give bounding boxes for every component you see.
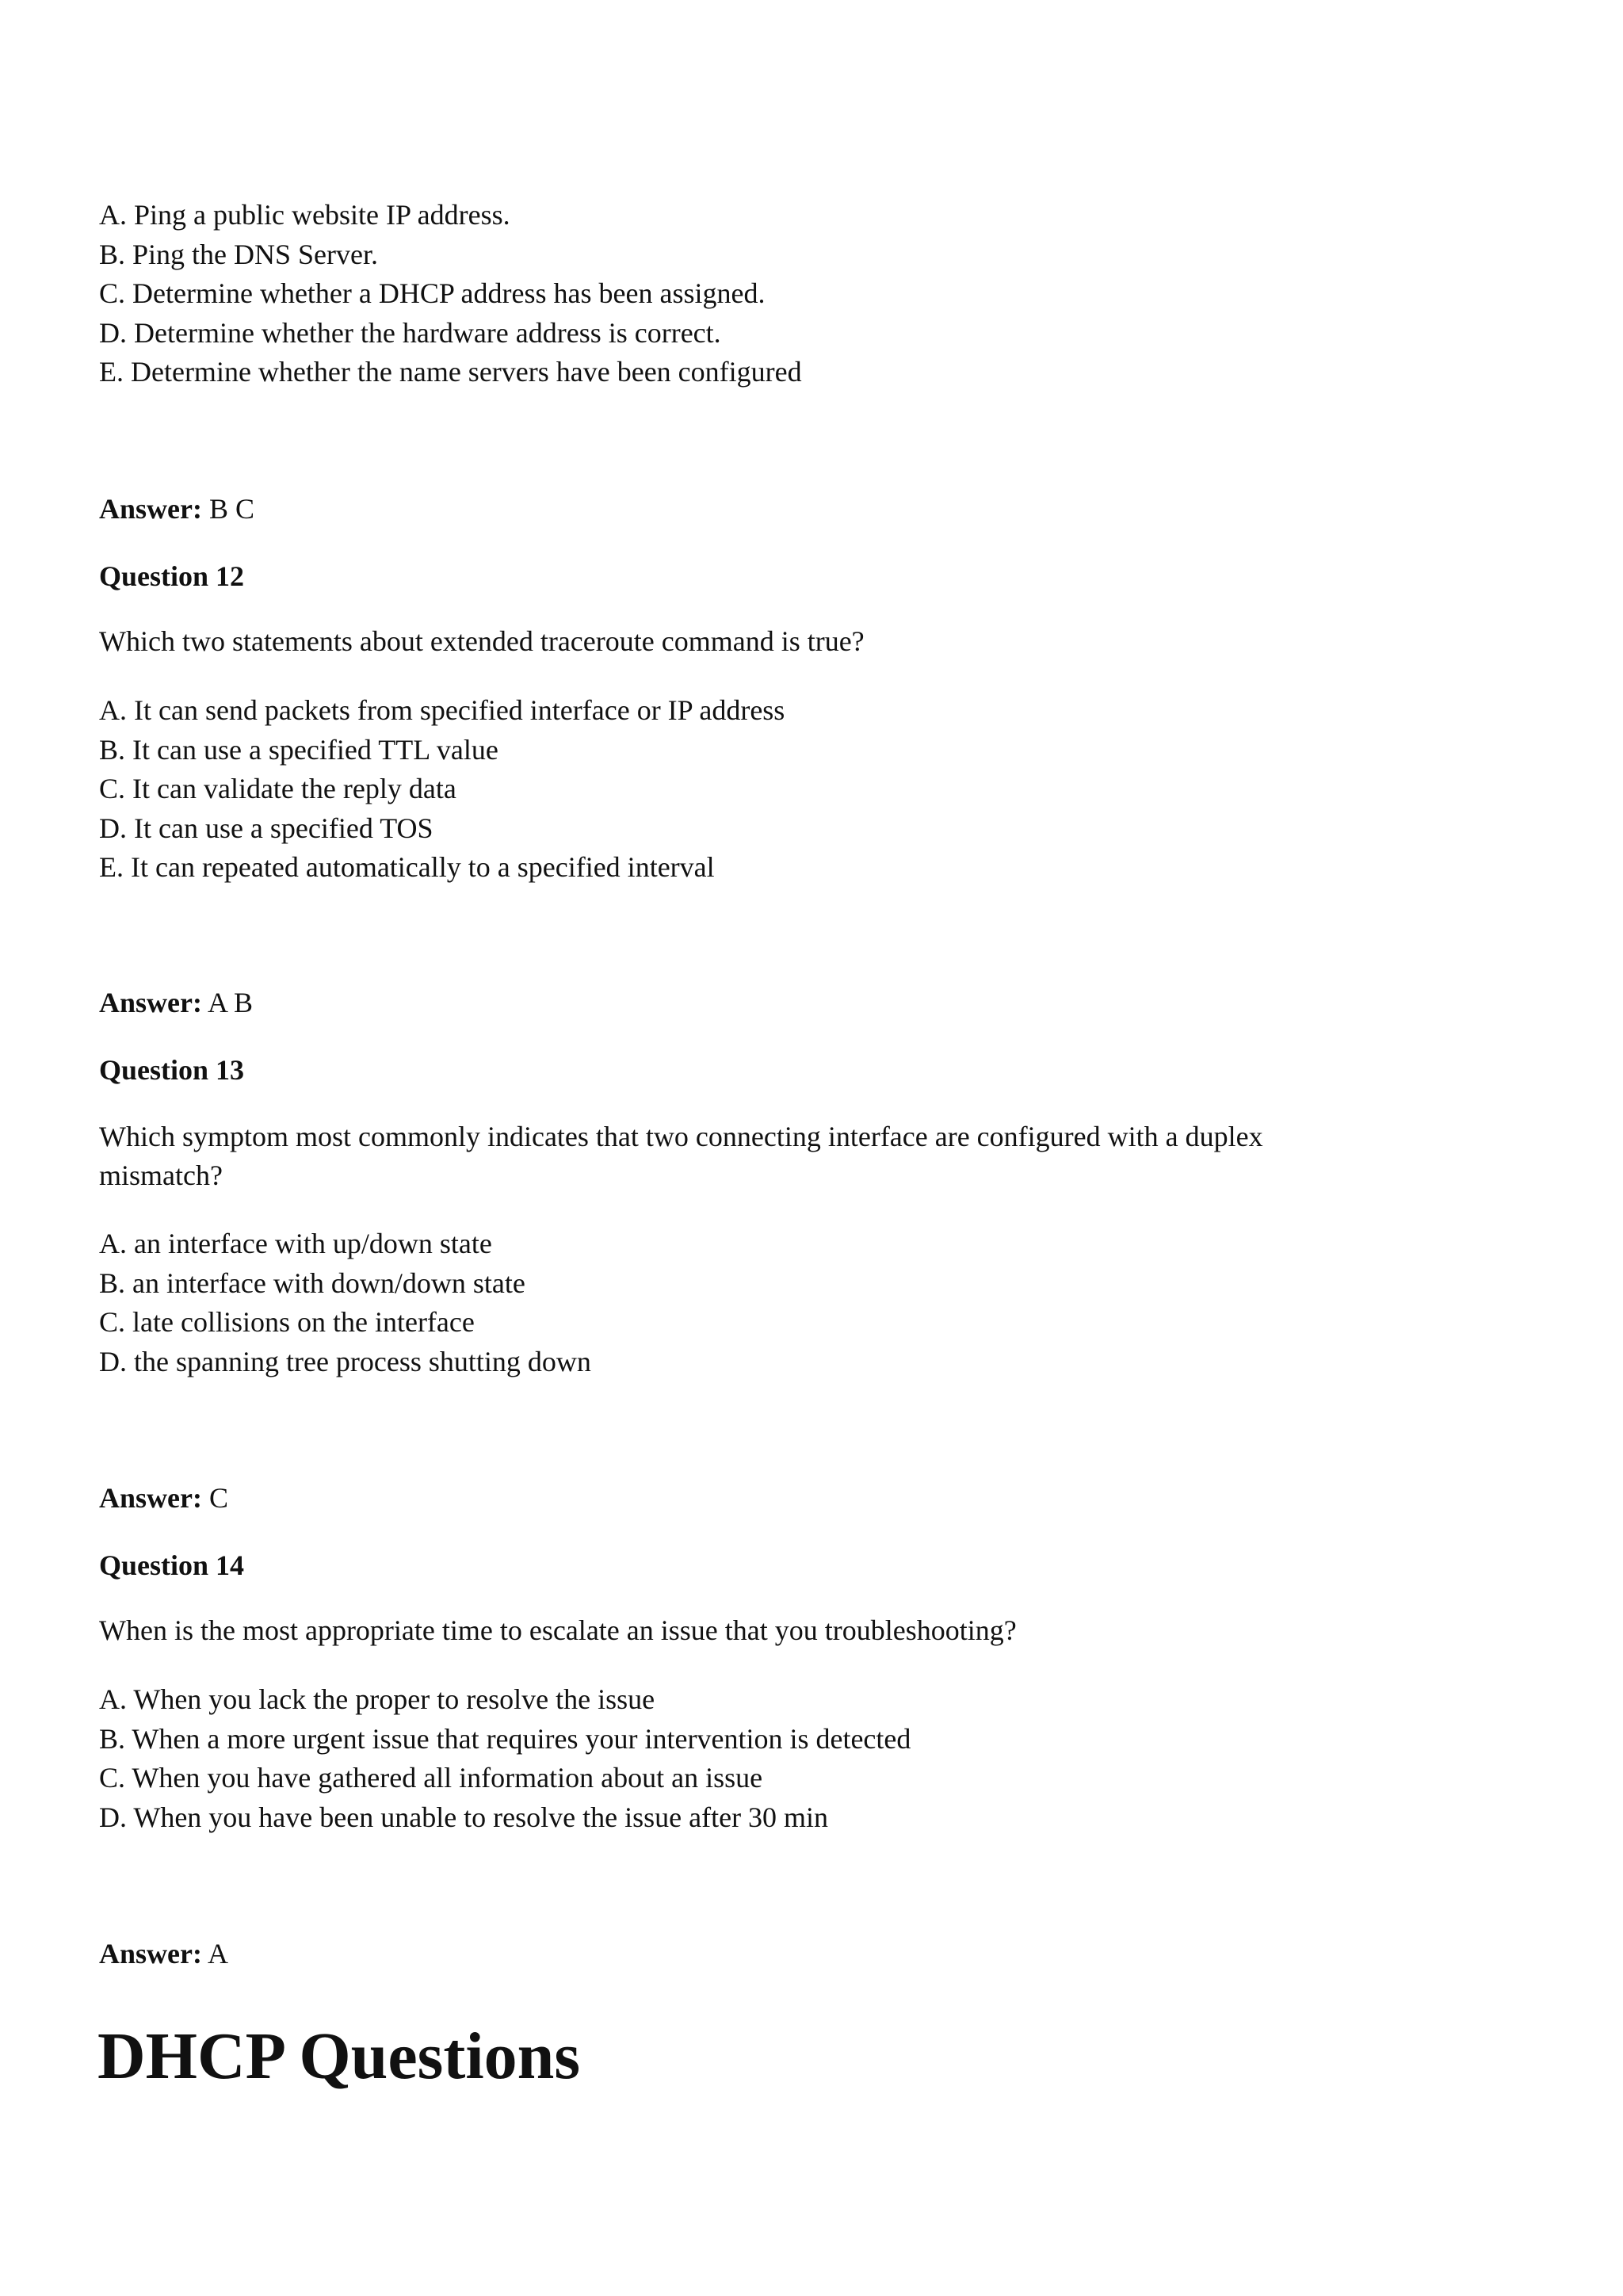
section-heading: DHCP Questions <box>97 2019 581 2093</box>
answer-value: A <box>208 1938 228 1969</box>
answer-label: Answer: <box>99 493 202 525</box>
option-a: A. an interface with up/down state <box>99 1228 492 1259</box>
answer-value: C <box>208 1482 228 1514</box>
question-12-title: Question 12 <box>99 560 245 592</box>
option-d: D. When you have been unable to resolve the issue after 30 min <box>99 1801 829 1833</box>
option-a: A. When you lack the proper to resolve the issue <box>99 1683 655 1715</box>
option-b: B. Ping the DNS Server. <box>99 238 379 270</box>
answer-value: A B <box>208 987 254 1018</box>
option-c: C. When you have gathered all information about an issue <box>99 1762 763 1794</box>
answer-label: Answer: <box>99 1482 202 1514</box>
prev-question-answer <box>99 491 254 526</box>
question-13-answer <box>99 1480 228 1515</box>
question-13-text: Which symptom most commonly indicates that two connecting interface are configured with a duplex mismatch? <box>99 1121 1263 1191</box>
option-b: B. When a more urgent issue that requires your intervention is detected <box>99 1722 911 1755</box>
option-d: D. Determine whether the hardware address is correct. <box>99 316 721 349</box>
prev-question-options <box>99 196 802 392</box>
option-e: E. It can repeated automatically to a specified interval <box>99 851 715 883</box>
option-c: C. Determine whether a DHCP address has been assigned. <box>99 277 766 309</box>
question-12-text: Which two statements about extended traceroute command is true? <box>99 625 865 657</box>
option-c: C. late collisions on the interface <box>99 1306 475 1338</box>
question-13-options <box>99 1224 591 1381</box>
question-14-options <box>99 1680 911 1837</box>
answer-label: Answer: <box>99 1938 202 1969</box>
option-b: B. It can use a specified TTL value <box>99 733 498 766</box>
option-d: D. the spanning tree process shutting down <box>99 1345 591 1377</box>
option-e: E. Determine whether the name servers have been configured <box>99 356 802 388</box>
option-a: A. Ping a public website IP address. <box>99 199 510 231</box>
question-12-options <box>99 691 785 888</box>
question-13-title: Question 13 <box>99 1054 245 1086</box>
option-c: C. It can validate the reply data <box>99 773 456 804</box>
question-14-title: Question 14 <box>99 1549 245 1581</box>
question-14-text: When is the most appropriate time to escalate an issue that you troubleshooting? <box>99 1614 1017 1646</box>
option-d: D. It can use a specified TOS <box>99 812 433 844</box>
option-b: B. an interface with down/down state <box>99 1266 525 1299</box>
question-12-answer <box>99 985 253 1020</box>
option-a: A. It can send packets from specified interface or IP address <box>99 694 785 726</box>
answer-label: Answer: <box>99 987 202 1018</box>
question-14-answer <box>99 1936 228 1971</box>
answer-value: B C <box>208 493 255 525</box>
